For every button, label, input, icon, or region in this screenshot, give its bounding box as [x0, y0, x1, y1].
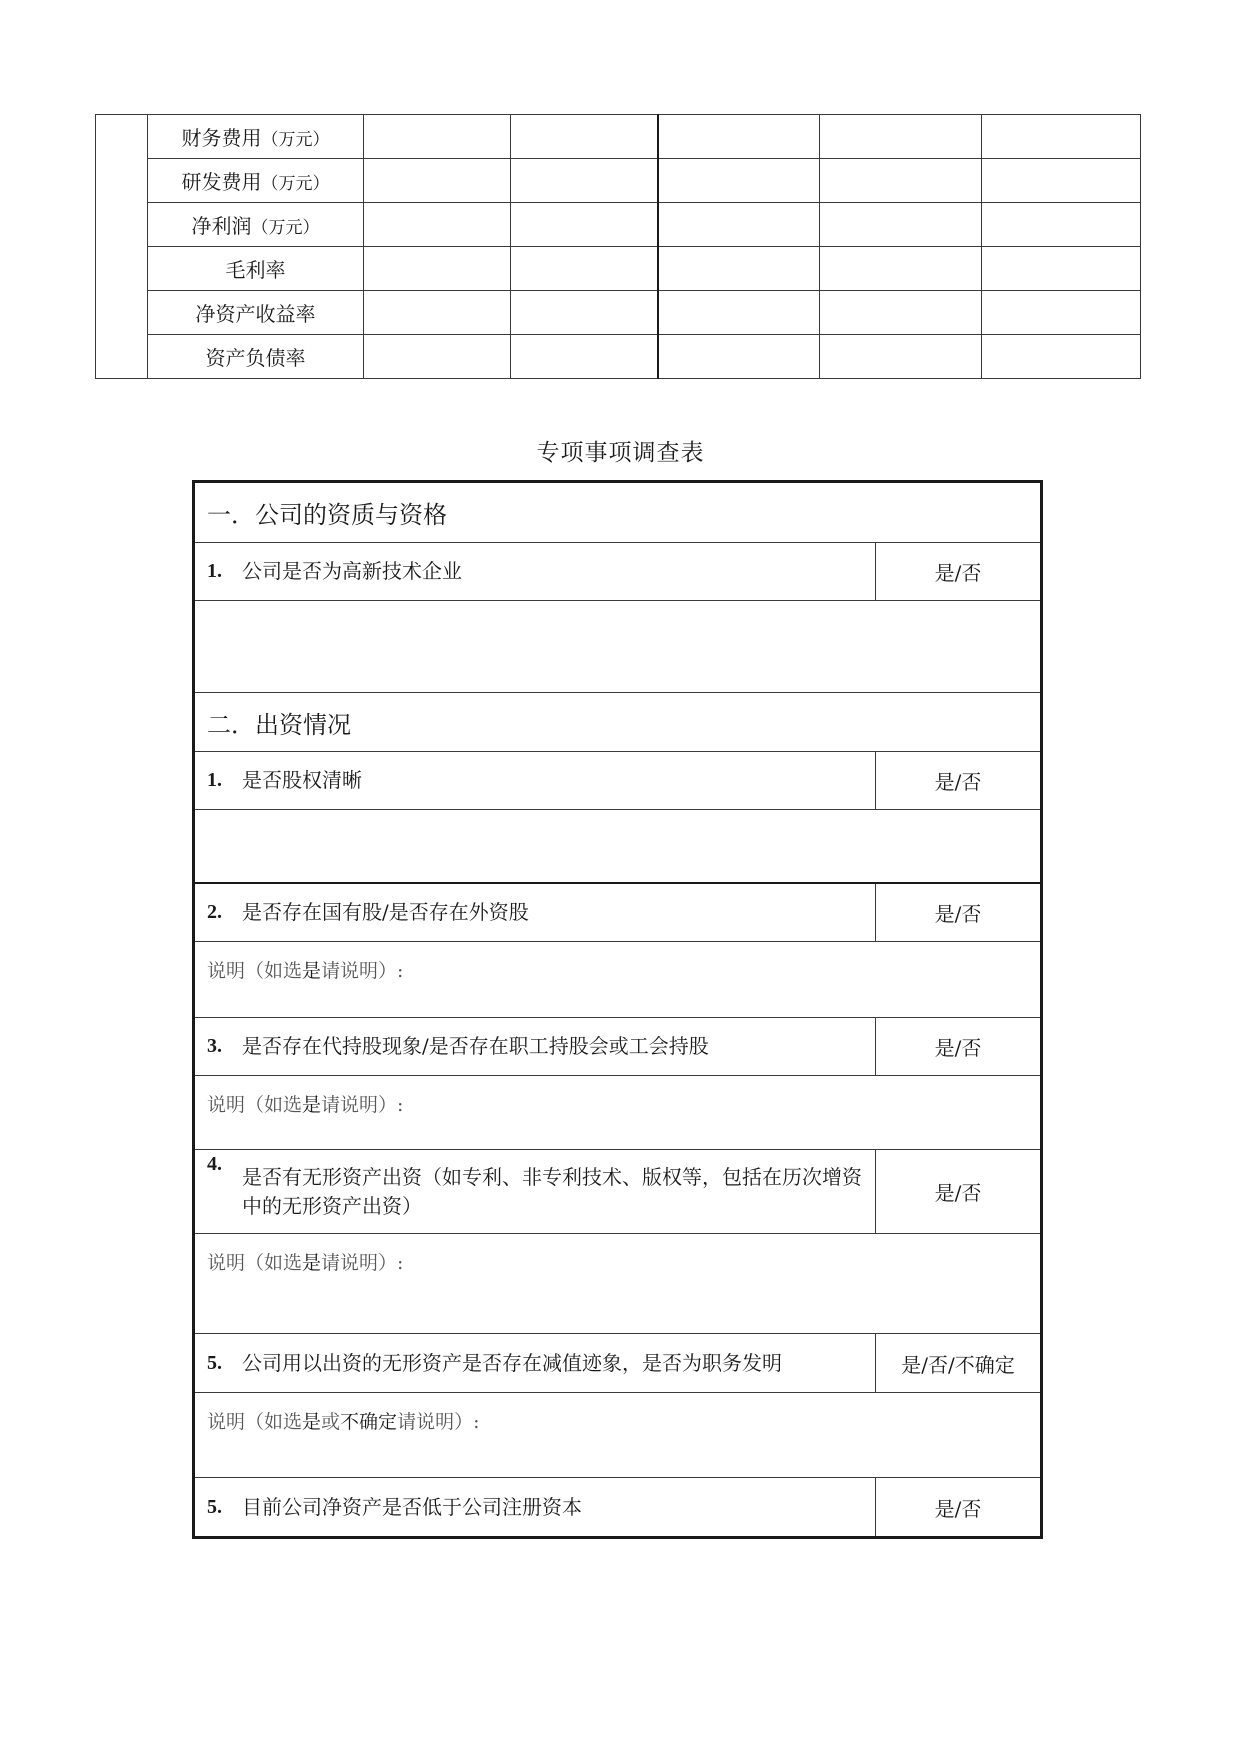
value-cell[interactable]	[658, 115, 820, 159]
question-text: 是否有无形资产出资（如专利、非专利技术、版权等，包括在历次增资中的无形资产出资）	[242, 1164, 862, 1218]
question	[195, 1478, 875, 1536]
table-row	[96, 115, 1141, 159]
question-number: 5.	[207, 1495, 222, 1518]
financial-table	[95, 114, 1141, 379]
question-row	[195, 752, 1040, 810]
value-cell[interactable]	[658, 203, 820, 247]
question-number: 5.	[207, 1351, 222, 1374]
note-text: 说明（如选是请说明）:	[207, 960, 404, 982]
question-row	[195, 1150, 1040, 1234]
note-row[interactable]	[195, 1234, 1040, 1334]
value-cell[interactable]	[820, 115, 982, 159]
table-row	[96, 203, 1141, 247]
question-number: 3.	[207, 1035, 222, 1057]
row-label: 财务费用（万元）	[148, 115, 364, 159]
question-number: 2.	[207, 901, 222, 923]
note-row[interactable]	[195, 1076, 1040, 1150]
note-row[interactable]	[195, 942, 1040, 1018]
table-row	[96, 335, 1141, 379]
question	[195, 752, 875, 809]
answer-choice[interactable]: 是/否	[875, 543, 1040, 600]
value-cell[interactable]	[982, 159, 1141, 203]
question-number: 1.	[207, 560, 222, 582]
value-cell[interactable]	[820, 247, 982, 291]
group-cell	[96, 115, 148, 379]
value-cell[interactable]	[982, 247, 1141, 291]
value-cell[interactable]	[511, 247, 658, 291]
value-cell[interactable]	[511, 291, 658, 335]
question	[195, 1018, 875, 1075]
question-number: 1.	[207, 769, 222, 791]
question-text: 是否存在国有股/是否存在外资股	[242, 900, 529, 924]
question-row	[195, 884, 1040, 942]
section-title: 二．出资情况	[207, 710, 351, 739]
value-cell[interactable]	[820, 159, 982, 203]
answer-area[interactable]	[195, 810, 1040, 884]
value-cell[interactable]	[982, 291, 1141, 335]
table-row	[96, 247, 1141, 291]
row-label: 资产负债率	[148, 335, 364, 379]
survey-title: 专项事项调查表	[536, 440, 705, 466]
question-number: 4.	[207, 1153, 222, 1175]
value-cell[interactable]	[364, 335, 511, 379]
question-text: 是否股权清晰	[242, 768, 362, 792]
value-cell[interactable]	[982, 203, 1141, 247]
question-text: 公司是否为高新技术企业	[242, 559, 462, 583]
table-row	[96, 291, 1141, 335]
value-cell[interactable]	[658, 335, 820, 379]
question-row	[195, 1018, 1040, 1076]
answer-choice[interactable]: 是/否/不确定	[875, 1334, 1040, 1392]
question-row	[195, 1478, 1040, 1536]
value-cell[interactable]	[820, 335, 982, 379]
question-row	[195, 1334, 1040, 1393]
question-text: 公司用以出资的无形资产是否存在减值迹象，是否为职务发明	[242, 1350, 782, 1375]
section-header	[195, 693, 1040, 752]
value-cell[interactable]	[982, 335, 1141, 379]
row-label: 净利润（万元）	[148, 203, 364, 247]
note-row[interactable]	[195, 1393, 1040, 1478]
value-cell[interactable]	[511, 159, 658, 203]
value-cell[interactable]	[364, 115, 511, 159]
note-text: 说明（如选是请说明）:	[207, 1252, 404, 1274]
value-cell[interactable]	[511, 335, 658, 379]
row-label: 研发费用（万元）	[148, 159, 364, 203]
note-text: 说明（如选是请说明）:	[207, 1094, 404, 1116]
question	[195, 1150, 875, 1233]
value-cell[interactable]	[658, 247, 820, 291]
value-cell[interactable]	[364, 203, 511, 247]
survey-table	[192, 480, 1043, 1539]
answer-area[interactable]	[195, 601, 1040, 693]
note-text: 说明（如选是或不确定请说明）:	[207, 1411, 480, 1433]
answer-choice[interactable]: 是/否	[875, 1018, 1040, 1075]
value-cell[interactable]	[658, 291, 820, 335]
value-cell[interactable]	[658, 159, 820, 203]
table-row	[96, 159, 1141, 203]
section-header	[195, 483, 1040, 543]
section-title: 一．公司的资质与资格	[207, 501, 447, 529]
row-label: 净资产收益率	[148, 291, 364, 335]
question	[195, 1334, 875, 1392]
value-cell[interactable]	[364, 291, 511, 335]
value-cell[interactable]	[511, 203, 658, 247]
row-label: 毛利率	[148, 247, 364, 291]
question-row	[195, 543, 1040, 601]
question-text: 是否存在代持股现象/是否存在职工持股会或工会持股	[242, 1034, 709, 1058]
value-cell[interactable]	[820, 203, 982, 247]
value-cell[interactable]	[982, 115, 1141, 159]
value-cell[interactable]	[364, 159, 511, 203]
answer-choice[interactable]: 是/否	[875, 884, 1040, 941]
value-cell[interactable]	[511, 115, 658, 159]
value-cell[interactable]	[820, 291, 982, 335]
answer-choice[interactable]: 是/否	[875, 752, 1040, 809]
answer-choice[interactable]: 是/否	[875, 1478, 1040, 1536]
value-cell[interactable]	[364, 247, 511, 291]
answer-choice[interactable]: 是/否	[875, 1150, 1040, 1233]
question-text: 目前公司净资产是否低于公司注册资本	[242, 1494, 582, 1519]
question	[195, 543, 875, 600]
question	[195, 884, 875, 941]
